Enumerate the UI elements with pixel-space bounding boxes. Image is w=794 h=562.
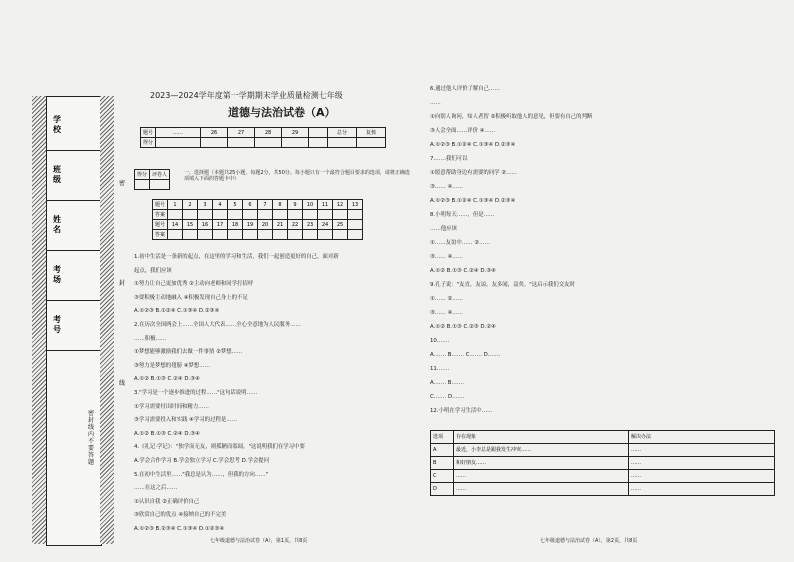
score-cell: 29 — [282, 128, 309, 138]
grid-cell: 6 — [243, 200, 258, 210]
question-line: 11.…… — [430, 366, 450, 372]
grid-cell — [258, 230, 273, 240]
seal-mi: 密 — [118, 180, 125, 187]
score-header: 题号 — [141, 128, 156, 138]
score-row-label: 得分 — [141, 138, 156, 148]
question-line: 1.初中生活是一条新的起点，在这里的学习和生活，我们一起创造更好的自己。面对新 — [134, 254, 339, 260]
class-label: 班 级 — [53, 165, 61, 184]
problem-table — [430, 430, 775, 496]
question-line: ③人会全面……评价 ④…… — [430, 128, 496, 134]
grid-cell: 18 — [228, 220, 243, 230]
grid-cell: 17 — [213, 220, 228, 230]
question-line: A.①②③ B.①②④ C.①③④ D.②③④ — [430, 142, 516, 148]
table-row — [431, 457, 775, 470]
grid-cell — [168, 210, 183, 220]
school-label: 学 校 — [53, 115, 61, 134]
grid-cell — [198, 210, 213, 220]
score-cell: …… — [156, 128, 201, 138]
question-line: A.①② B.①③ C.②④ D.③④ — [134, 430, 200, 437]
grid-cell: 9 — [288, 200, 303, 210]
question-line: ……他应该 — [430, 226, 457, 232]
grid-cell — [228, 210, 243, 220]
question-line: ……在这之后…… — [134, 485, 178, 492]
exam-number-label: 考 号 — [53, 315, 61, 334]
question-line: ①认识自我 ②正确评价自己 — [134, 498, 200, 505]
grid-cell: 20 — [258, 220, 273, 230]
question-line: ①向别人询问，知人者智 ②积极听取他人的意见，但要有自己的判断 — [430, 114, 593, 120]
grid-cell: 23 — [303, 220, 318, 230]
exam-year: 2023—2024学年度第一学期期末学业质量检测七年级 — [150, 91, 343, 100]
grid-cell — [303, 230, 318, 240]
grid-cell — [333, 210, 348, 220]
page-title: 道德与法治试卷（A） — [228, 106, 336, 119]
grid-cell: 1 — [168, 200, 183, 210]
question-line: ①学习需要付出时间和精力…… — [134, 403, 209, 410]
section-instructions: 一、选择题（本题共25小题，每题2分，共50分。每小题只有一个最符合题目要求的选项，请将正确选项填入下面的答题卡中） — [184, 170, 410, 182]
question-line: ①努力让自己更加优秀 ②主动向老师和同学打招呼 — [134, 281, 254, 288]
table-cell: …… — [629, 483, 775, 496]
grid-cell — [258, 210, 273, 220]
page-footer-1: 七年级道德与法治试卷（A），第1页，共8页 — [210, 538, 308, 544]
grid-cell — [243, 210, 258, 220]
question-line: ①愿意帮助身边有需要的同学 ②…… — [430, 170, 517, 176]
grid-cell: 14 — [168, 220, 183, 230]
grader-label: 评卷人 — [150, 170, 170, 180]
question-line: ①梦想能够激励我们去做一件事情 ②梦想…… — [134, 349, 243, 356]
question-line: ③要积极主动地融入 ④积极发现自己身上的不足 — [134, 294, 248, 301]
grid-header: 题号 — [153, 200, 168, 210]
grid-cell: 13 — [348, 200, 363, 210]
table-cell: A — [431, 444, 454, 457]
question-line: ③努力是梦想的翅膀 ④梦想…… — [134, 362, 211, 369]
grid-cell — [348, 220, 363, 230]
seal-feng: 封 — [118, 280, 125, 287]
question-line: A.①②③ B.①②④ C.①③④ D.②③④ — [134, 308, 220, 315]
question-line: ③欣赏自己的优点 ④接纳自己的不完美 — [134, 512, 227, 519]
table-cell: …… — [454, 470, 629, 483]
table-header: 解决办法 — [629, 431, 775, 444]
question-line: ③…… ④…… — [430, 184, 463, 190]
question-line: ③…… ④…… — [430, 310, 463, 316]
grid-cell: 8 — [273, 200, 288, 210]
question-line: 2.在历次全国两会上……全国人大代表……全心全意地为人民服务…… — [134, 322, 301, 328]
table-row — [431, 444, 775, 457]
table-cell: 和好朋友…… — [454, 457, 629, 470]
question-line: 5.在初中生活里……"我总是认为……，但我的方向……" — [134, 471, 269, 478]
table-cell: C — [431, 470, 454, 483]
grid-header: 题号 — [153, 220, 168, 230]
table-row — [431, 483, 775, 496]
table-cell: …… — [629, 470, 775, 483]
question-line: A.学会合作学习 B.学会独立学习 C.学会思考 D.学会提问 — [134, 458, 270, 464]
question-line: 7.……我们可以 — [430, 156, 468, 162]
page-footer-2: 七年级道德与法治试卷（A），第2页，共8页 — [540, 538, 638, 544]
grader-box — [134, 169, 170, 190]
question-line: A.①② B.①③ C.②④ D.③④ — [134, 376, 200, 383]
grid-cell: 5 — [228, 200, 243, 210]
grid-cell — [228, 230, 243, 240]
seal-warning: 密封线内不要答题 — [87, 410, 94, 466]
table-header: 选项 — [431, 431, 454, 444]
grid-cell: 11 — [318, 200, 333, 210]
grid-cell — [213, 230, 228, 240]
table-header: 存在现象 — [454, 431, 629, 444]
question-line: A.①②③ B.①②④ C.①③④ D.②③④ — [430, 198, 516, 204]
score-cell: 复核 — [357, 128, 386, 138]
table-cell: …… — [629, 457, 775, 470]
grid-cell — [168, 230, 183, 240]
grid-header: 答案 — [153, 230, 168, 240]
score-cell: 28 — [255, 128, 282, 138]
question-line: 12.小明在学习生活中…… — [430, 408, 493, 414]
score-table — [140, 127, 386, 148]
grid-cell — [288, 230, 303, 240]
grid-cell: 7 — [258, 200, 273, 210]
grid-cell: 15 — [183, 220, 198, 230]
table-row — [431, 470, 775, 483]
grader-label: 得分 — [135, 170, 150, 180]
question-line: C.…… D.…… — [430, 394, 465, 400]
table-cell: …… — [454, 483, 629, 496]
grid-cell: 12 — [333, 200, 348, 210]
question-line: ①…… ②…… — [430, 296, 463, 302]
table-cell: D — [431, 483, 454, 496]
question-line: 9.孔子说："友直，友谅，友多闻，益矣。"这启示我们交友时 — [430, 282, 575, 288]
grid-header: 答案 — [153, 210, 168, 220]
question-line: 3."学习是一个逐步推进的过程……"这句话说明…… — [134, 390, 258, 396]
question-line: 10.…… — [430, 338, 450, 344]
grid-cell: 19 — [243, 220, 258, 230]
grid-cell — [318, 210, 333, 220]
question-line: ③学习需要投入和实践 ④学习的过程是…… — [134, 417, 238, 424]
question-line: A.①②③ B.②③④ C.①③④ D.①②③④ — [134, 526, 225, 532]
grid-cell: 21 — [273, 220, 288, 230]
table-cell: 最近，小李总是跟我发生冲突…… — [454, 444, 629, 457]
grid-cell — [198, 230, 213, 240]
grid-cell — [348, 210, 363, 220]
grid-cell — [303, 210, 318, 220]
seal-xian: 线 — [118, 380, 125, 387]
grid-cell: 2 — [183, 200, 198, 210]
grid-cell — [243, 230, 258, 240]
grid-cell — [183, 210, 198, 220]
question-line: ……积极…… — [134, 335, 167, 342]
name-label: 姓 名 — [53, 215, 61, 234]
question-line: A.①② B.①③ C.②③ D.②④ — [430, 324, 496, 330]
question-line: 6.通过他人评价了解自己…… — [430, 86, 500, 92]
grid-cell: 22 — [288, 220, 303, 230]
grid-cell — [273, 230, 288, 240]
grid-cell — [348, 230, 363, 240]
grid-cell: 25 — [333, 220, 348, 230]
question-line: A.…… B.…… C.…… D.…… — [430, 352, 501, 358]
grid-cell — [288, 210, 303, 220]
grid-cell — [213, 210, 228, 220]
score-cell: 26 — [201, 128, 228, 138]
room-label: 考 场 — [53, 265, 61, 284]
question-line: 8.小明每天……，但是…… — [430, 212, 495, 218]
hatch-pattern-left — [32, 96, 46, 544]
grid-cell — [333, 230, 348, 240]
question-line: A.①② B.①③ C.②④ D.③④ — [430, 268, 496, 274]
question-line: …… — [430, 100, 441, 106]
score-cell: 27 — [228, 128, 255, 138]
grid-cell: 24 — [318, 220, 333, 230]
question-line: 4.《礼记·学记》："独学而无友，则孤陋而寡闻。"这说明我们在学习中要 — [134, 444, 305, 451]
question-line: ①……友谊中…… ②…… — [430, 240, 490, 246]
answer-grid — [152, 199, 363, 240]
grid-cell: 10 — [303, 200, 318, 210]
table-cell: …… — [629, 444, 775, 457]
hatch-pattern-right — [100, 96, 114, 544]
question-line: ③…… ④…… — [430, 254, 463, 260]
grid-cell: 16 — [198, 220, 213, 230]
score-cell: 总分 — [328, 128, 357, 138]
question-line: A.…… B.…… — [430, 380, 464, 386]
table-cell: B — [431, 457, 454, 470]
question-line: 起点，我们应该 — [134, 267, 172, 274]
grid-cell — [183, 230, 198, 240]
grid-cell — [273, 210, 288, 220]
grid-cell: 4 — [213, 200, 228, 210]
grid-cell — [318, 230, 333, 240]
grid-cell: 3 — [198, 200, 213, 210]
